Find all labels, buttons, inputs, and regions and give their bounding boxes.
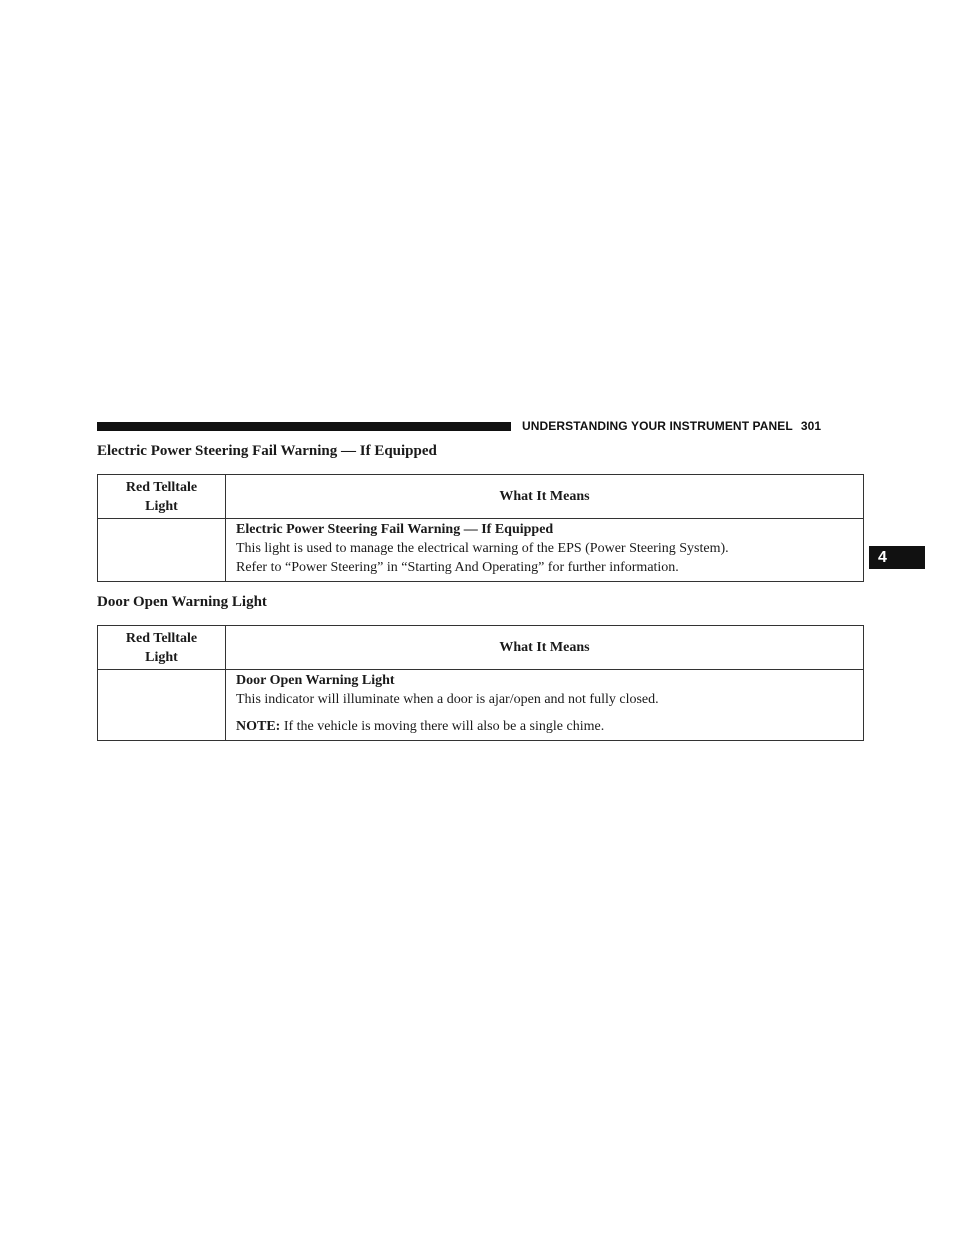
column-header-telltale-line1: Red Telltale [125,479,198,495]
eps-warning-table [97,474,864,582]
column-header-meaning: What It Means [226,626,864,670]
telltale-icon-cell [98,519,226,582]
column-header-telltale [98,626,226,670]
table-header-row [98,475,864,519]
column-header-telltale-line2: Light [145,649,178,665]
table-header-row [98,626,864,670]
door-open-table [97,625,864,741]
column-header-telltale-line2: Light [145,498,178,514]
note-text: If the vehicle is moving there will also be a single chime. [280,719,605,734]
table-row [98,519,864,582]
row-text: Refer to “Power Steering” in “Starting And Operating” for further information. [236,560,679,575]
column-header-telltale [98,475,226,519]
row-title: Electric Power Steering Fail Warning — If Equipped [236,522,554,537]
meaning-cell [226,670,864,741]
header-rule [97,422,511,431]
row-text: This indicator will illuminate when a door is ajar/open and not fully closed. [236,692,659,707]
row-title: Door Open Warning Light [236,673,395,688]
column-header-meaning: What It Means [226,475,864,519]
meaning-cell [226,519,864,582]
table-row [98,670,864,741]
note-label: NOTE: [236,719,281,734]
page-number: 301 [800,419,822,433]
header-section-title: UNDERSTANDING YOUR INSTRUMENT PANEL [522,419,793,433]
note [236,717,857,736]
chapter-tab: 4 [869,546,925,569]
running-header [522,419,821,433]
column-header-telltale-line1: Red Telltale [125,630,198,646]
section-title-door-open: Door Open Warning Light [97,594,267,610]
row-text: This light is used to manage the electrical warning of the EPS (Power Steering System). [236,541,729,556]
section-title-eps: Electric Power Steering Fail Warning — If Equipped [97,443,437,459]
telltale-icon-cell [98,670,226,741]
